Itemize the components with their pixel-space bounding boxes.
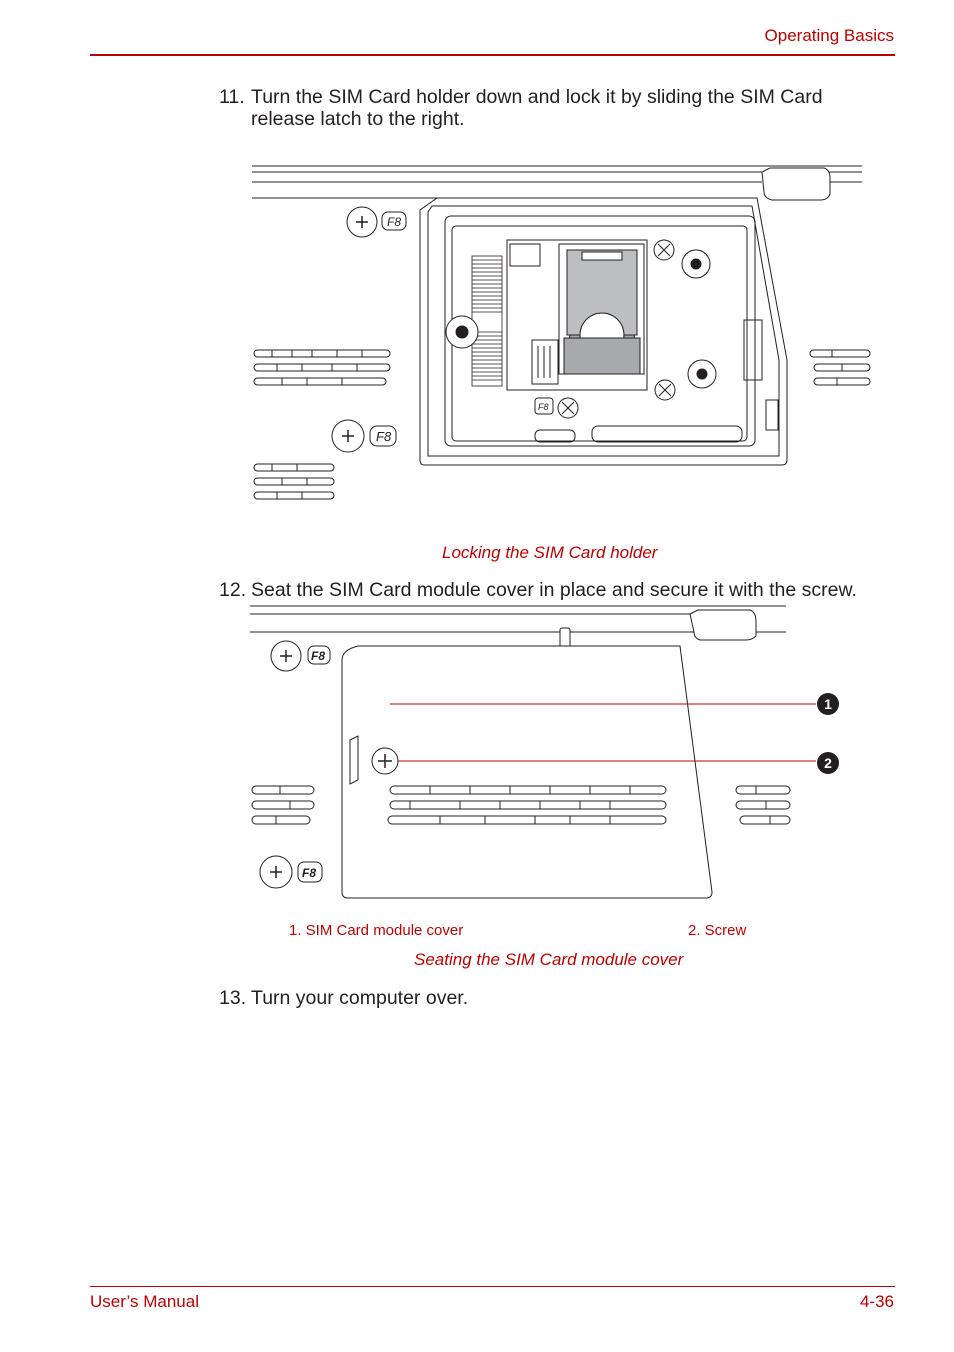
figure-caption: Locking the SIM Card holder: [442, 543, 658, 562]
step-number: 11.: [219, 86, 245, 108]
step-12: [219, 579, 889, 601]
figure-caption: Seating the SIM Card module cover: [414, 950, 684, 969]
footer-rule: [90, 1286, 895, 1287]
step-11: [219, 86, 889, 130]
screw-label: F8: [387, 215, 402, 229]
step-text: Turn the SIM Card holder down and lock it by sliding the SIM Card release latch to the right.: [251, 86, 823, 130]
footer-page-number: 4-36: [859, 1292, 894, 1311]
legend-item: 1. SIM Card module cover: [289, 922, 464, 939]
callout-number: 1: [824, 696, 832, 712]
step-number: 12.: [219, 579, 247, 601]
step-number: 13.: [219, 987, 247, 1009]
screw-label: F8: [311, 649, 326, 663]
header-section-title: Operating Basics: [764, 26, 894, 45]
sim-cover-seating-illustration: [250, 600, 850, 920]
sim-card-module-cover: [342, 646, 712, 898]
sim-holder-lock-illustration: [252, 160, 862, 510]
screw-label: F8: [538, 402, 549, 412]
screw-label: F8: [302, 866, 317, 880]
step-13: [219, 987, 889, 1009]
footer-manual-name: User’s Manual: [90, 1292, 199, 1311]
step-text: Turn your computer over.: [251, 987, 469, 1009]
header-rule: [90, 54, 895, 56]
step-text: Seat the SIM Card module cover in place and secure it with the screw.: [251, 579, 857, 601]
screw-label: F8: [376, 429, 392, 444]
callout-number: 2: [824, 755, 832, 771]
legend-item: 2. Screw: [688, 922, 747, 939]
